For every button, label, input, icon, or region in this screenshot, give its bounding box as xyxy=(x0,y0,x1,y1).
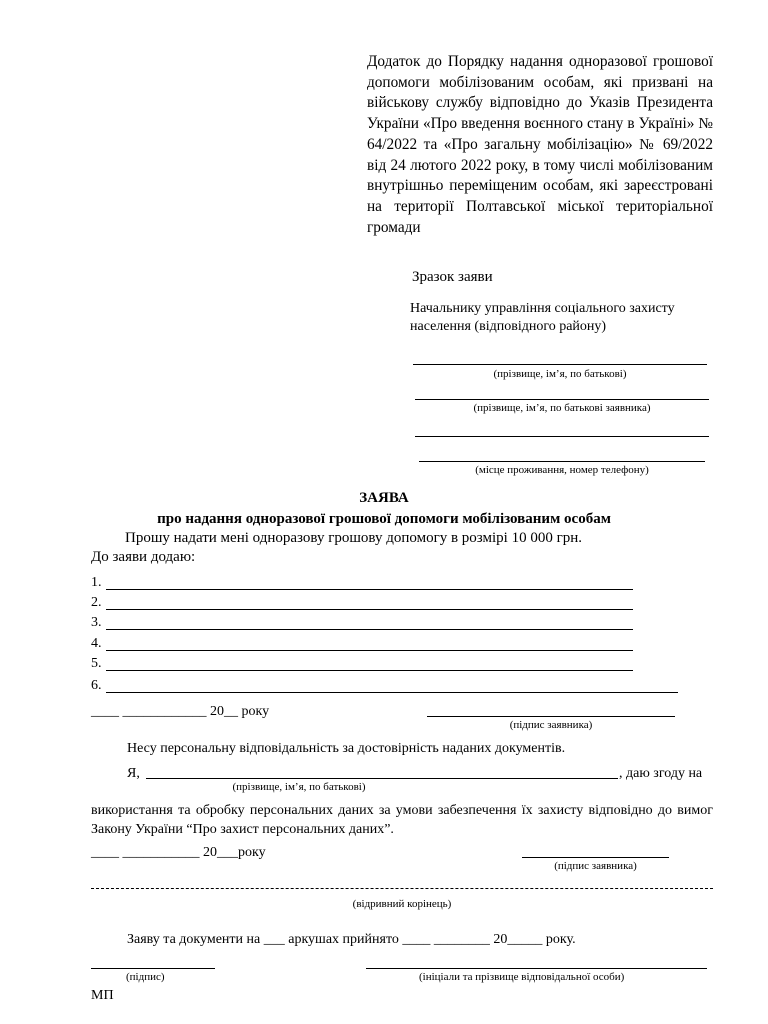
tear-off-caption: (відривний корінець) xyxy=(352,898,452,910)
attachment-line xyxy=(106,589,633,590)
signature-caption-1: (підпис заявника) xyxy=(509,719,593,731)
official-name-line xyxy=(366,968,707,969)
addressee-name-line xyxy=(413,364,707,365)
receiver-signature-caption: (підпис) xyxy=(126,971,165,983)
addressee-line-1: Начальнику управління соціального захисту xyxy=(410,301,675,316)
attachment-item: 5. xyxy=(91,656,102,671)
applicant-name-line xyxy=(415,399,709,400)
request-text: Прошу надати мені одноразову грошову допомогу в розмірі 10 000 грн. xyxy=(125,530,583,546)
applicant-name-caption: (прізвище, ім’я, по батькові заявника) xyxy=(473,402,651,414)
consent-name-line xyxy=(146,778,618,779)
annex-text: Додаток до Порядку надання одноразової грошової допомоги мобілізованим особам, які призвані на військову службу відповідно до Указів Президента України «Про введення воєнного стану в Україні» № 64/2022 та «Про загальну мобілізацію» № 69/2022 від 24 лютого 2022 року, в тому числі мобілізованим внутрішньо переміщеним особам, які зареєстровані на території Полтавської міської територіальної громади xyxy=(367,53,713,236)
official-name-caption: (ініціали та прізвище відповідальної особи) xyxy=(419,971,625,983)
attachment-line xyxy=(106,629,633,630)
attachment-line xyxy=(106,692,678,693)
residence-line-2 xyxy=(419,461,705,462)
receipt-text: Заяву та документи на ___ аркушах прийнято ____ ________ 20_____ року. xyxy=(127,932,576,947)
attachment-item: 1. xyxy=(91,575,102,590)
addressee-name-caption: (прізвище, ім’я, по батькові) xyxy=(493,368,627,380)
document-subtitle: про надання одноразової грошової допомоги мобілізованим особам xyxy=(157,511,611,527)
signature-line-1 xyxy=(427,716,675,717)
attachment-item: 3. xyxy=(91,615,102,630)
attachment-line xyxy=(106,670,633,671)
attachment-item: 4. xyxy=(91,636,102,651)
attachment-item: 2. xyxy=(91,595,102,610)
consent-prefix: Я, xyxy=(127,766,140,781)
receiver-signature-line xyxy=(91,968,215,969)
stamp-label: МП xyxy=(91,988,114,1003)
tear-off-dashed-line xyxy=(91,888,713,889)
signature-line-2 xyxy=(522,857,669,858)
consent-name-caption: (прізвище, ім’я, по батькові) xyxy=(232,781,366,793)
consent-body: використання та обробку персональних даних за умови забезпечення їх захисту відповідно до вимог Закону України “Про захист персональних даних”. xyxy=(91,803,713,837)
attachment-item: 6. xyxy=(91,678,102,693)
attachment-line xyxy=(106,650,633,651)
signature-caption-2: (підпис заявника) xyxy=(554,860,637,872)
responsibility-text: Несу персональну відповідальність за достовірність наданих документів. xyxy=(127,741,566,756)
document-title: ЗАЯВА xyxy=(359,490,409,506)
date-field-1: ____ ____________ 20__ року xyxy=(91,704,270,719)
residence-caption: (місце проживання, номер телефону) xyxy=(475,464,649,476)
sample-label: Зразок заяви xyxy=(412,269,493,285)
attachment-line xyxy=(106,609,633,610)
attachments-label: До заяви додаю: xyxy=(91,549,196,565)
addressee-line-2: населення (відповідного району) xyxy=(410,319,607,334)
date-field-2: ____ ___________ 20___року xyxy=(91,845,266,860)
residence-line-1 xyxy=(415,436,709,437)
consent-suffix: , даю згоду на xyxy=(619,766,703,781)
